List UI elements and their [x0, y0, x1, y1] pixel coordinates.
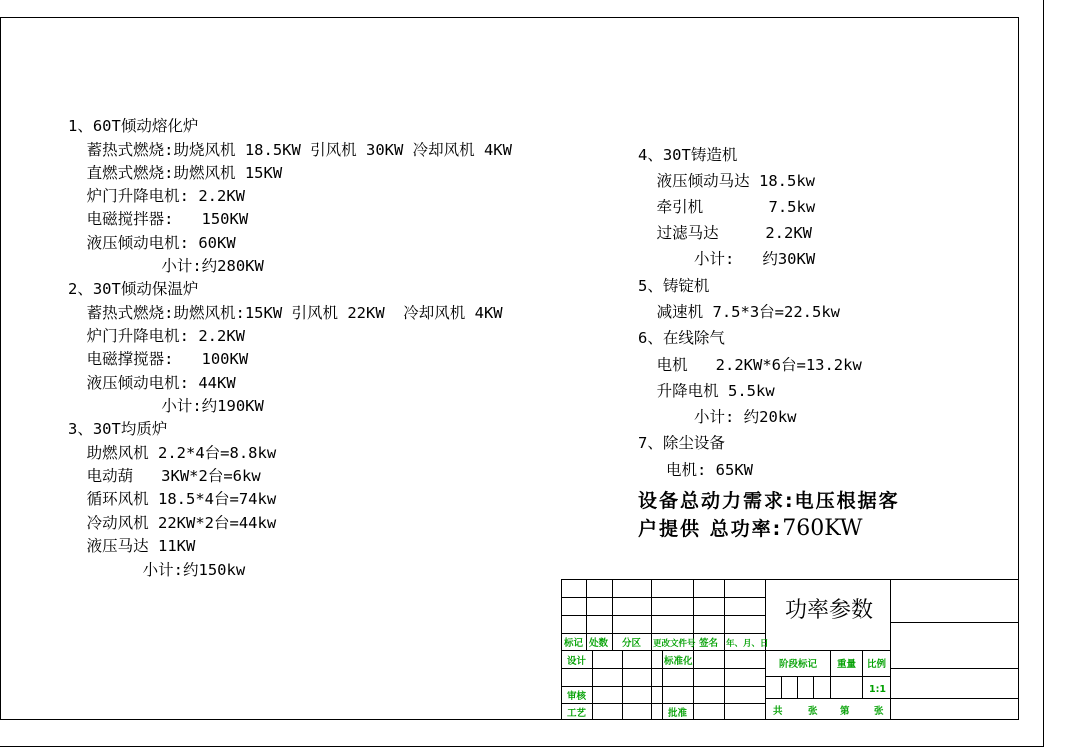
total-power-value: 760KW: [782, 516, 863, 541]
tb-label-process: 工艺: [567, 708, 587, 719]
tb-label-weight: 重量: [837, 659, 857, 670]
list-line: 液压倾动电机: 60KW: [68, 234, 236, 252]
list-line: 3、30T均质炉: [68, 420, 168, 438]
tb-label-review: 审核: [567, 691, 587, 702]
list-line: 液压倾动马达 18.5kw: [638, 172, 815, 190]
list-line: 5、铸锭机: [638, 277, 710, 295]
summary-line-2-prefix: 户提供 总功率:: [638, 518, 783, 540]
list-line: 电动葫 3KW*2台=6kw: [68, 467, 261, 485]
tb-label-mark: 标记: [564, 638, 584, 649]
list-line: 牵引机 7.5kw: [638, 198, 816, 216]
list-line: 7、除尘设备: [638, 434, 725, 452]
list-line: 循环风机 18.5*4台=74kw: [68, 490, 277, 508]
list-line: 6、在线除气: [638, 329, 725, 347]
list-line: 电磁搅拌器: 150KW: [68, 210, 249, 228]
list-line: 4、30T铸造机: [638, 146, 738, 164]
list-line: 1、60T倾动熔化炉: [68, 117, 199, 135]
tb-label-scale: 比例: [867, 659, 887, 670]
tb-label-standardization: 标准化: [664, 656, 693, 667]
list-line: 过滤马达 2.2KW: [638, 224, 812, 242]
list-line: 炉门升降电机: 2.2KW: [68, 327, 245, 345]
list-line: 液压马达 11KW: [68, 537, 196, 555]
list-line: 蓄热式燃烧:助燃风机:15KW 引风机 22KW 冷却风机 4KW: [68, 304, 503, 322]
list-line: 电机: 65KW: [638, 461, 753, 479]
list-line: 电机 2.2KW*6台=13.2kw: [638, 356, 862, 374]
tb-sheet-unit-1: 张: [808, 706, 818, 717]
list-line: 减速机 7.5*3台=22.5kw: [638, 303, 840, 321]
tb-label-approve: 批准: [668, 708, 688, 719]
tb-label-change-doc: 更改文件号: [653, 639, 696, 649]
tb-label-count: 处数: [589, 638, 609, 649]
list-line: 直燃式燃烧:助燃风机 15KW: [68, 164, 283, 182]
list-line: 电磁撑搅器: 100KW: [68, 350, 249, 368]
list-line: 2、30T倾动保温炉: [68, 280, 199, 298]
tb-sheet-no: 第: [840, 706, 850, 717]
list-line: 炉门升降电机: 2.2KW: [68, 187, 245, 205]
tb-total-sheets: 共: [773, 706, 783, 717]
tb-label-stage-mark: 阶段标记: [779, 659, 818, 670]
tb-label-zone: 分区: [622, 638, 642, 649]
list-line: 小计: 约30KW: [638, 250, 816, 268]
tb-label-design: 设计: [567, 656, 587, 667]
tb-sheet-unit-2: 张: [874, 706, 884, 717]
tb-label-date: 年、月、日: [726, 639, 769, 649]
drawing-title: 功率参数: [785, 598, 874, 623]
list-line: 小计:约280KW: [68, 257, 264, 275]
tb-label-sign: 签名: [699, 638, 719, 649]
summary-line-1: 设备总动力需求:电压根据客: [638, 490, 900, 512]
list-line: 小计: 约20kw: [638, 408, 797, 426]
list-line: 升降电机 5.5kw: [638, 382, 775, 400]
list-line: 小计:约150kw: [68, 561, 246, 579]
list-line: 液压倾动电机: 44KW: [68, 374, 236, 392]
list-line: 冷动风机 22KW*2台=44kw: [68, 514, 277, 532]
tb-scale-value: 1:1: [869, 684, 887, 695]
list-line: 助燃风机 2.2*4台=8.8kw: [68, 444, 277, 462]
list-line: 小计:约190KW: [68, 397, 264, 415]
list-line: 蓄热式燃烧:助烧风机 18.5KW 引风机 30KW 冷却风机 4KW: [68, 141, 512, 159]
